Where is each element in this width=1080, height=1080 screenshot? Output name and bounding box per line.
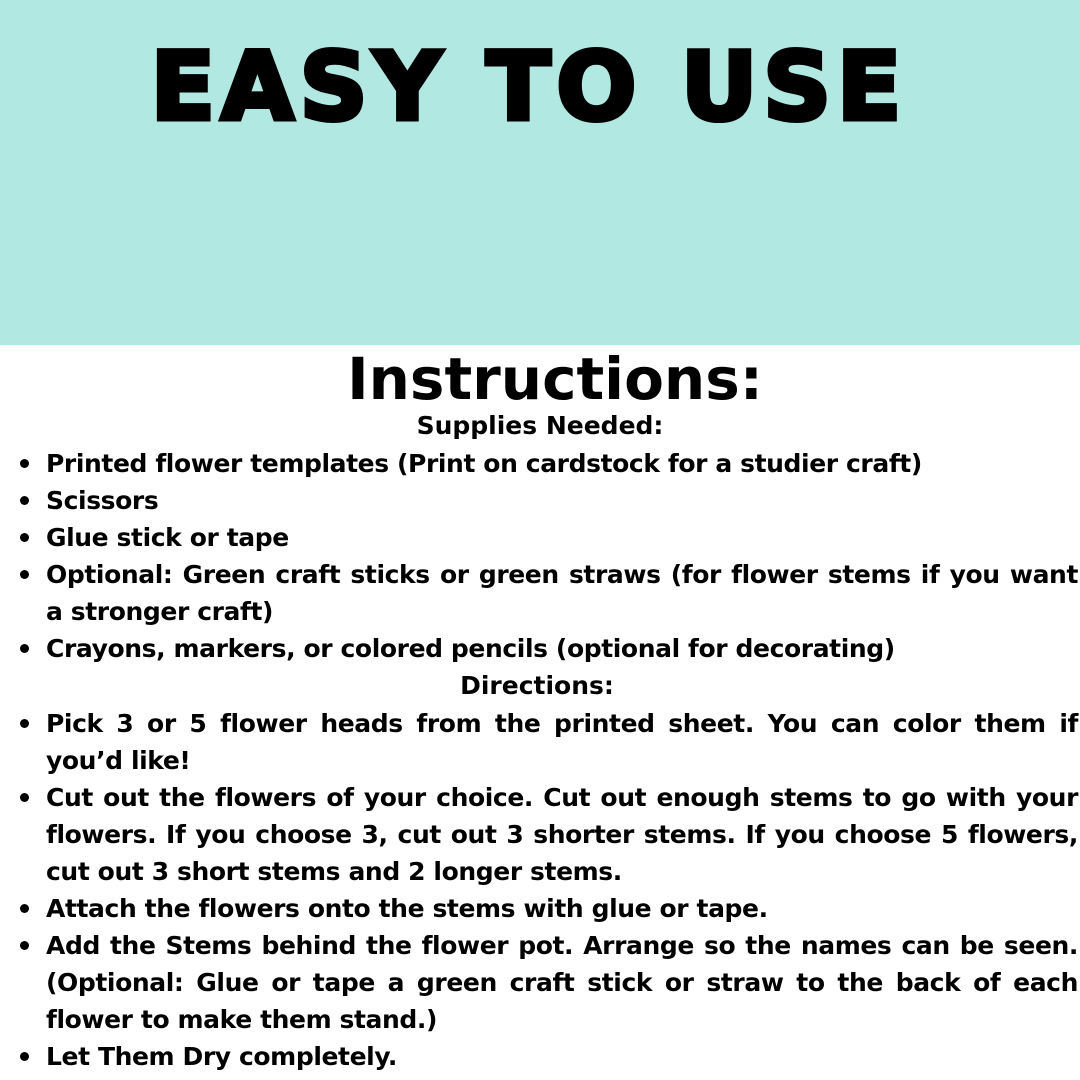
bullet-icon [20,644,29,653]
direction-item-text: Attach the flowers onto the stems with glue or tape. [46,894,768,923]
list-item [0,1038,1080,1075]
bullet-icon [20,904,29,913]
supply-item-text: Crayons, markers, or colored pencils (optional for decorating) [46,634,895,663]
direction-item-text: Let Them Dry completely. [46,1042,398,1071]
supply-item-text: Optional: Green craft sticks or green straws (for flower stems if you want a stronger craft) [46,560,1078,626]
bullet-icon [20,496,29,505]
list-item [0,630,1080,667]
bullet-icon [20,533,29,542]
supplies-heading: Supplies Needed: [416,411,664,440]
list-item [0,927,1080,1038]
supplies-list [0,445,1080,667]
supply-item-text: Glue stick or tape [46,523,289,552]
instructions-title: Instructions: [347,345,763,413]
directions-list [0,705,1080,1075]
bullet-icon [20,1052,29,1061]
supply-item-text: Printed flower templates (Print on cardstock for a studier craft) [46,449,922,478]
bullet-icon [20,570,29,579]
bullet-icon [20,941,29,950]
direction-item-text: Add the Stems behind the flower pot. Arrange so the names can be seen. (Optional: Glue or tape a green craft stick or straw to the back of each flower to make them stand.) [46,931,1078,1034]
instructions-section [0,345,1080,1080]
list-item [0,556,1080,630]
direction-item-text: Pick 3 or 5 flower heads from the printed sheet. You can color them if you’d like! [46,709,1078,775]
bullet-icon [20,793,29,802]
directions-heading: Directions: [460,671,614,700]
list-item [0,890,1080,927]
list-item [0,519,1080,556]
top-banner [0,0,1080,345]
supply-item-text: Scissors [46,486,159,515]
list-item [0,482,1080,519]
banner-title: EASY TO USE [150,33,908,142]
list-item [0,445,1080,482]
direction-item-text: Cut out the flowers of your choice. Cut out enough stems to go with your flowers. If you choose 3, cut out 3 shorter stems. If you choose 5 flowers, cut out 3 short stems and 2 longer stems. [46,783,1078,886]
bullet-icon [20,459,29,468]
list-item [0,779,1080,890]
list-item [0,705,1080,779]
bullet-icon [20,719,29,728]
